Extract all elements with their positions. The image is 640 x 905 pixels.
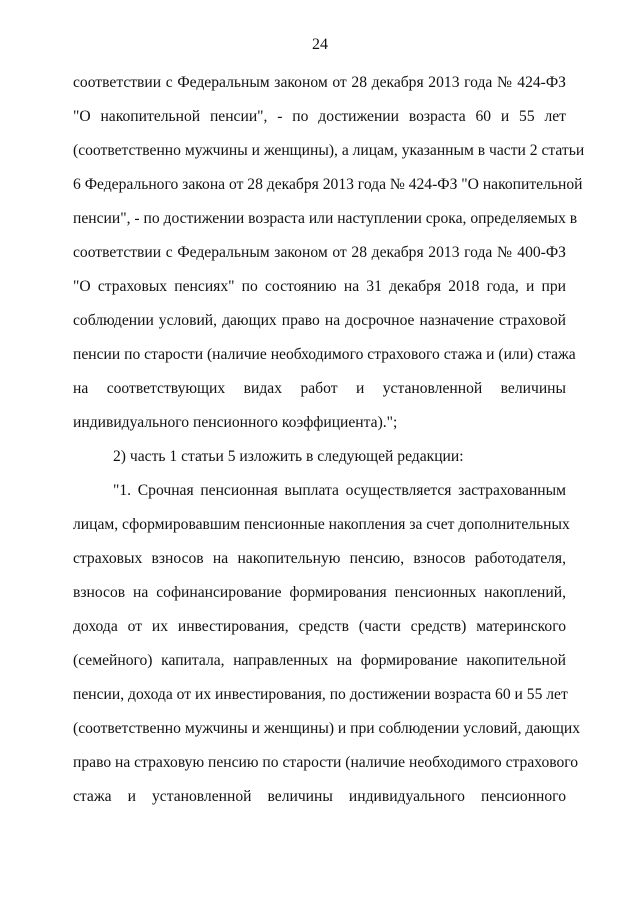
- text-line: соблюдении условий, дающих право на досрочное назначение страховой: [73, 312, 566, 329]
- text-line: пенсии", - по достижении возраста или наступлении срока, определяемых в: [73, 210, 578, 227]
- paragraph-continuation: [73, 66, 585, 440]
- text-line: соответствии с Федеральным законом от 28 декабря 2013 года № 400-ФЗ: [73, 244, 566, 261]
- page-number: 24: [312, 36, 328, 53]
- text-line: дохода от их инвестирования, средств (части средств) материнского: [73, 618, 566, 635]
- text-line: "О страховых пенсиях" по состоянию на 31 декабря 2018 года, и при: [73, 278, 566, 295]
- text-line: стажа и установленной величины индивидуального пенсионного: [73, 788, 566, 805]
- document-body: [73, 66, 585, 814]
- text-line: (семейного) капитала, направленных на формирование накопительной: [73, 652, 566, 669]
- text-line-last: индивидуального пенсионного коэффициента).";: [73, 414, 398, 431]
- text-line: пенсии, дохода от их инвестирования, по достижении возраста 60 и 55 лет: [73, 686, 568, 703]
- text-line: пенсии по старости (наличие необходимого страхового стажа и (или) стажа: [73, 346, 576, 363]
- text-line: соответствии с Федеральным законом от 28 декабря 2013 года № 424-ФЗ: [73, 74, 566, 91]
- text-line: право на страховую пенсию по старости (наличие необходимого страхового: [73, 754, 579, 771]
- text-line-first: "1. Срочная пенсионная выплата осуществляется застрахованным: [113, 482, 566, 499]
- text-line: 6 Федерального закона от 28 декабря 2013 года № 424-ФЗ "О накопительной: [73, 176, 583, 193]
- text-line: страховых взносов на накопительную пенсию, взносов работодателя,: [73, 550, 566, 567]
- text-line: на соответствующих видах работ и установленной величины: [73, 380, 566, 397]
- text-line: (соответственно мужчины и женщины) и при соблюдении условий, дающих: [73, 720, 581, 737]
- text-line-first: 2) часть 1 статьи 5 изложить в следующей редакции:: [113, 448, 464, 465]
- paragraph-quoted-wording: [73, 474, 581, 814]
- text-line: "О накопительной пенсии", - по достижении возраста 60 и 55 лет: [73, 108, 566, 125]
- text-line: лицам, сформировавшим пенсионные накопления за счет дополнительных: [73, 516, 570, 533]
- text-line: (соответственно мужчины и женщины), а лицам, указанным в части 2 статьи: [73, 142, 585, 159]
- paragraph-item-2: [73, 440, 566, 474]
- text-line: взносов на софинансирование формирования пенсионных накоплений,: [73, 584, 566, 601]
